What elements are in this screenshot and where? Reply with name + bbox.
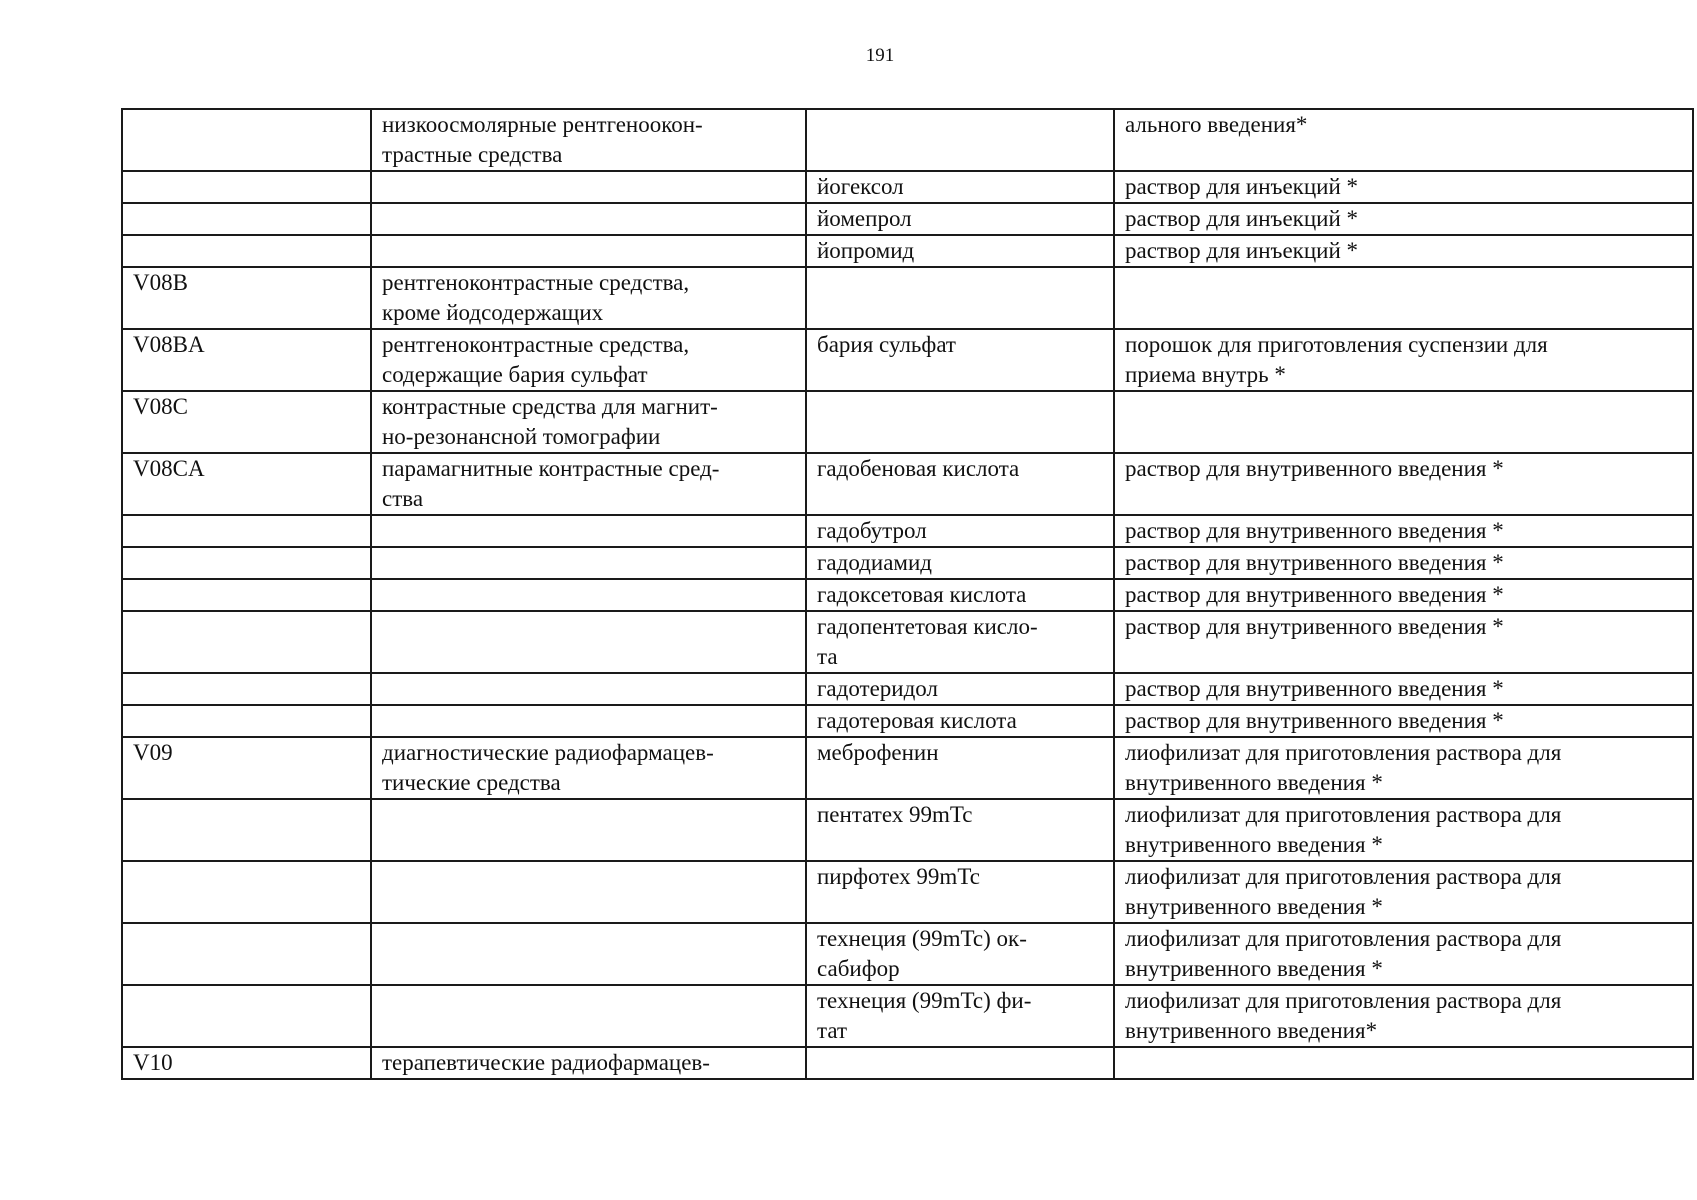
pharmacological-group-cell xyxy=(371,329,806,391)
atc-code-cell xyxy=(122,611,371,673)
pharmacological-group-text: низкоосмолярные рентгеноокон- xyxy=(382,112,703,137)
dosage-form-text: приема внутрь * xyxy=(1125,362,1286,387)
pharmacological-group-cell xyxy=(371,235,806,267)
drug-name-cell xyxy=(806,705,1114,737)
pharmacological-group-cell xyxy=(371,203,806,235)
dosage-form-text: лиофилизат для приготовления раствора для xyxy=(1125,926,1562,951)
dosage-form-text: ального введения* xyxy=(1125,112,1308,137)
dosage-form-text: внутривенного введения * xyxy=(1125,956,1383,981)
dosage-form-text: внутривенного введения * xyxy=(1125,894,1383,919)
atc-code-cell xyxy=(122,171,371,203)
drug-name-cell xyxy=(806,391,1114,453)
pharmacological-group-cell xyxy=(371,985,806,1047)
atc-code-cell xyxy=(122,1047,371,1079)
dosage-form-cell xyxy=(1114,547,1693,579)
dosage-form-cell xyxy=(1114,705,1693,737)
drug-name-text: гадотеровая кислота xyxy=(817,708,1017,733)
table-row xyxy=(122,391,1693,453)
drug-name-cell xyxy=(806,985,1114,1047)
drug-name-text: йогексол xyxy=(817,174,904,199)
drug-name-cell xyxy=(806,109,1114,171)
pharmacological-group-cell xyxy=(371,861,806,923)
pharmacological-group-cell xyxy=(371,515,806,547)
pharmacological-group-cell xyxy=(371,737,806,799)
pharmacological-group-cell xyxy=(371,705,806,737)
table-row xyxy=(122,861,1693,923)
pharmacological-group-text: контрастные средства для магнит- xyxy=(382,394,718,419)
dosage-form-cell xyxy=(1114,329,1693,391)
atc-code-text: V10 xyxy=(133,1050,173,1075)
drug-name-text: технеция (99mTc) ок- xyxy=(817,926,1027,951)
drug-name-cell xyxy=(806,171,1114,203)
dosage-form-cell xyxy=(1114,453,1693,515)
pharmacological-group-text: рентгеноконтрастные средства, xyxy=(382,332,690,357)
table-row xyxy=(122,515,1693,547)
dosage-form-text: внутривенного введения * xyxy=(1125,832,1383,857)
dosage-form-cell xyxy=(1114,923,1693,985)
table-row xyxy=(122,453,1693,515)
atc-code-cell xyxy=(122,453,371,515)
pharmacological-group-cell xyxy=(371,799,806,861)
drug-name-cell xyxy=(806,579,1114,611)
dosage-form-text: внутривенного введения* xyxy=(1125,1018,1378,1043)
atc-code-cell xyxy=(122,737,371,799)
drug-name-text: пентатех 99mTc xyxy=(817,802,973,827)
pharmacological-group-text: терапевтические радиофармацев- xyxy=(382,1050,710,1075)
drug-name-cell xyxy=(806,453,1114,515)
drug-name-text: гадотеридол xyxy=(817,676,938,701)
drug-name-text: пирфотех 99mTc xyxy=(817,864,980,889)
pharmacological-group-cell xyxy=(371,453,806,515)
drug-classification-table xyxy=(121,108,1694,1080)
dosage-form-text: раствор для внутривенного введения * xyxy=(1125,676,1504,701)
atc-code-cell xyxy=(122,985,371,1047)
pharmacological-group-cell xyxy=(371,267,806,329)
dosage-form-text: раствор для внутривенного введения * xyxy=(1125,518,1504,543)
atc-code-cell xyxy=(122,203,371,235)
dosage-form-text: лиофилизат для приготовления раствора для xyxy=(1125,802,1562,827)
table-row xyxy=(122,547,1693,579)
pharmacological-group-text: но-резонансной томографии xyxy=(382,424,661,449)
pharmacological-group-text: кроме йодсодержащих xyxy=(382,300,604,325)
drug-name-text: гадобутрол xyxy=(817,518,927,543)
atc-code-text: V08CA xyxy=(133,456,205,481)
table-row xyxy=(122,799,1693,861)
dosage-form-cell xyxy=(1114,799,1693,861)
dosage-form-cell xyxy=(1114,171,1693,203)
dosage-form-text: раствор для инъекций * xyxy=(1125,238,1358,263)
atc-code-cell xyxy=(122,579,371,611)
drug-name-cell xyxy=(806,203,1114,235)
drug-name-text: йомепрол xyxy=(817,206,912,231)
drug-name-cell xyxy=(806,799,1114,861)
dosage-form-text: раствор для инъекций * xyxy=(1125,174,1358,199)
drug-name-cell xyxy=(806,267,1114,329)
drug-name-cell xyxy=(806,673,1114,705)
table-row xyxy=(122,611,1693,673)
atc-code-cell xyxy=(122,799,371,861)
dosage-form-text: порошок для приготовления суспензии для xyxy=(1125,332,1548,357)
atc-code-cell xyxy=(122,547,371,579)
table-row xyxy=(122,1047,1693,1079)
atc-code-cell xyxy=(122,267,371,329)
dosage-form-cell xyxy=(1114,861,1693,923)
table-body xyxy=(122,109,1693,1079)
pharmacological-group-cell xyxy=(371,547,806,579)
atc-code-text: V08C xyxy=(133,394,188,419)
drug-name-cell xyxy=(806,923,1114,985)
table-row xyxy=(122,579,1693,611)
drug-name-cell xyxy=(806,861,1114,923)
pharmacological-group-cell xyxy=(371,673,806,705)
drug-name-text: йопромид xyxy=(817,238,915,263)
dosage-form-text: лиофилизат для приготовления раствора для xyxy=(1125,864,1562,889)
table-row xyxy=(122,329,1693,391)
dosage-form-cell xyxy=(1114,737,1693,799)
drug-name-text: гадопентетовая кисло- xyxy=(817,614,1038,639)
drug-name-cell xyxy=(806,1047,1114,1079)
dosage-form-text: лиофилизат для приготовления раствора для xyxy=(1125,988,1562,1013)
drug-name-cell xyxy=(806,515,1114,547)
dosage-form-cell xyxy=(1114,391,1693,453)
table-row xyxy=(122,737,1693,799)
drug-name-text: меброфенин xyxy=(817,740,939,765)
dosage-form-cell xyxy=(1114,267,1693,329)
table-row xyxy=(122,203,1693,235)
pharmacological-group-cell xyxy=(371,109,806,171)
atc-code-cell xyxy=(122,705,371,737)
dosage-form-text: внутривенного введения * xyxy=(1125,770,1383,795)
drug-name-text: гадоксетовая кислота xyxy=(817,582,1027,607)
dosage-form-cell xyxy=(1114,579,1693,611)
drug-name-cell xyxy=(806,737,1114,799)
drug-name-cell xyxy=(806,329,1114,391)
dosage-form-cell xyxy=(1114,515,1693,547)
drug-name-cell xyxy=(806,547,1114,579)
pharmacological-group-text: тические средства xyxy=(382,770,561,795)
dosage-form-text: раствор для инъекций * xyxy=(1125,206,1358,231)
pharmacological-group-text: парамагнитные контрастные сред- xyxy=(382,456,720,481)
dosage-form-cell xyxy=(1114,611,1693,673)
dosage-form-cell xyxy=(1114,673,1693,705)
atc-code-cell xyxy=(122,923,371,985)
pharmacological-group-text: ства xyxy=(382,486,424,511)
dosage-form-cell xyxy=(1114,109,1693,171)
drug-name-text: технеция (99mTc) фи- xyxy=(817,988,1032,1013)
atc-code-cell xyxy=(122,515,371,547)
dosage-form-text: лиофилизат для приготовления раствора для xyxy=(1125,740,1562,765)
drug-name-cell xyxy=(806,235,1114,267)
atc-code-cell xyxy=(122,329,371,391)
drug-name-text: сабифор xyxy=(817,956,900,981)
dosage-form-text: раствор для внутривенного введения * xyxy=(1125,614,1504,639)
pharmacological-group-cell xyxy=(371,391,806,453)
dosage-form-text: раствор для внутривенного введения * xyxy=(1125,582,1504,607)
pharmacological-group-cell xyxy=(371,171,806,203)
atc-code-cell xyxy=(122,391,371,453)
drug-name-cell xyxy=(806,611,1114,673)
pharmacological-group-cell xyxy=(371,923,806,985)
dosage-form-text: раствор для внутривенного введения * xyxy=(1125,456,1504,481)
pharmacological-group-text: рентгеноконтрастные средства, xyxy=(382,270,690,295)
drug-name-text: гадобеновая кислота xyxy=(817,456,1020,481)
pharmacological-group-cell xyxy=(371,1047,806,1079)
table-row xyxy=(122,923,1693,985)
dosage-form-cell xyxy=(1114,1047,1693,1079)
table-row xyxy=(122,235,1693,267)
table-row xyxy=(122,267,1693,329)
drug-name-text: бария сульфат xyxy=(817,332,956,357)
drug-name-text: гадодиамид xyxy=(817,550,932,575)
pharmacological-group-cell xyxy=(371,611,806,673)
table-row xyxy=(122,109,1693,171)
table-row xyxy=(122,673,1693,705)
dosage-form-cell xyxy=(1114,985,1693,1047)
pharmacological-group-text: диагностические радиофармацев- xyxy=(382,740,714,765)
atc-code-text: V09 xyxy=(133,740,173,765)
drug-name-text: тат xyxy=(817,1018,847,1043)
drug-name-text: та xyxy=(817,644,838,669)
pharmacological-group-text: содержащие бария сульфат xyxy=(382,362,648,387)
atc-code-text: V08B xyxy=(133,270,188,295)
dosage-form-text: раствор для внутривенного введения * xyxy=(1125,550,1504,575)
dosage-form-cell xyxy=(1114,235,1693,267)
atc-code-cell xyxy=(122,235,371,267)
dosage-form-text: раствор для внутривенного введения * xyxy=(1125,708,1504,733)
atc-code-cell xyxy=(122,673,371,705)
dosage-form-cell xyxy=(1114,203,1693,235)
pharmacological-group-text: трастные средства xyxy=(382,142,563,167)
pharmacological-group-cell xyxy=(371,579,806,611)
table-row xyxy=(122,705,1693,737)
table-row xyxy=(122,171,1693,203)
page-number: 191 xyxy=(865,45,895,66)
atc-code-cell xyxy=(122,109,371,171)
table-row xyxy=(122,985,1693,1047)
atc-code-text: V08BA xyxy=(133,332,205,357)
atc-code-cell xyxy=(122,861,371,923)
